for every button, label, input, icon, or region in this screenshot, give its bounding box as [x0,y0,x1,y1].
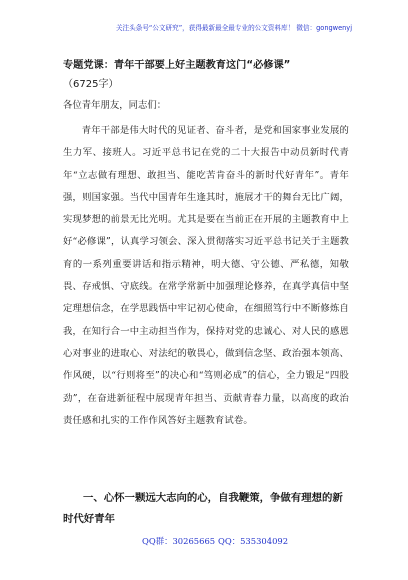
section-heading: 一、心怀一颗远大志向的心，自我鞭策，争做有理想的新时代好青年 [63,492,343,525]
char-count: （6725字） [63,79,119,90]
greeting: 各位青年朋友，同志们： [63,100,167,111]
header-promo-banner: 关注头条号“公文研究”，获得最新最全最专业的公文资料库！ 微信：gongwenyj [115,24,353,32]
footer-qq-number: QQ：535304092 [218,536,289,546]
footer-qq-group: QQ群：30265665 [142,536,216,546]
document-title: 专题党课：青年干部要上好主题教育这门“必修课” [63,60,291,71]
body-paragraph: 青年干部是伟大时代的见证者、奋斗者，是党和国家事业发展的生力军、接班人。习近平总书记在党的二十大报告中动员新时代青年“立志做有理想、敢担当、能吃苦肯奋斗的新时代好青年”。青年强，则国家强。当代中国青年生逢其时，施展才干的舞台无比广阔，实现梦想的前景无比光明。尤其是要在当前正在开展的主题教育中上好“必修课”，认真学习领会、深入贯彻落实习近平总书记关于主题教育的一系列重要讲话和指示精神，明大德、守公德、严私德，知敬畏、存戒惧、守底线。在常学常新中加强理论修养，在真学真信中坚定理想信念，在学思践悟中牢记初心使命，在细照笃行中不断修炼自我，在知行合一中主动担当作为，保持对党的忠诚心、对人民的感恩心对事业的进取心、对法纪的敬畏心，做到信念坚、政治强本领高、作风硬，以“行则将至”的决心和“笃则必成”的信心，全力锻足“四股劲”，在奋进新征程中展现青年担当、贡献青春力量，以高度的政治责任感和扎实的工作作风答好主题教育试卷。 [63,125,349,426]
